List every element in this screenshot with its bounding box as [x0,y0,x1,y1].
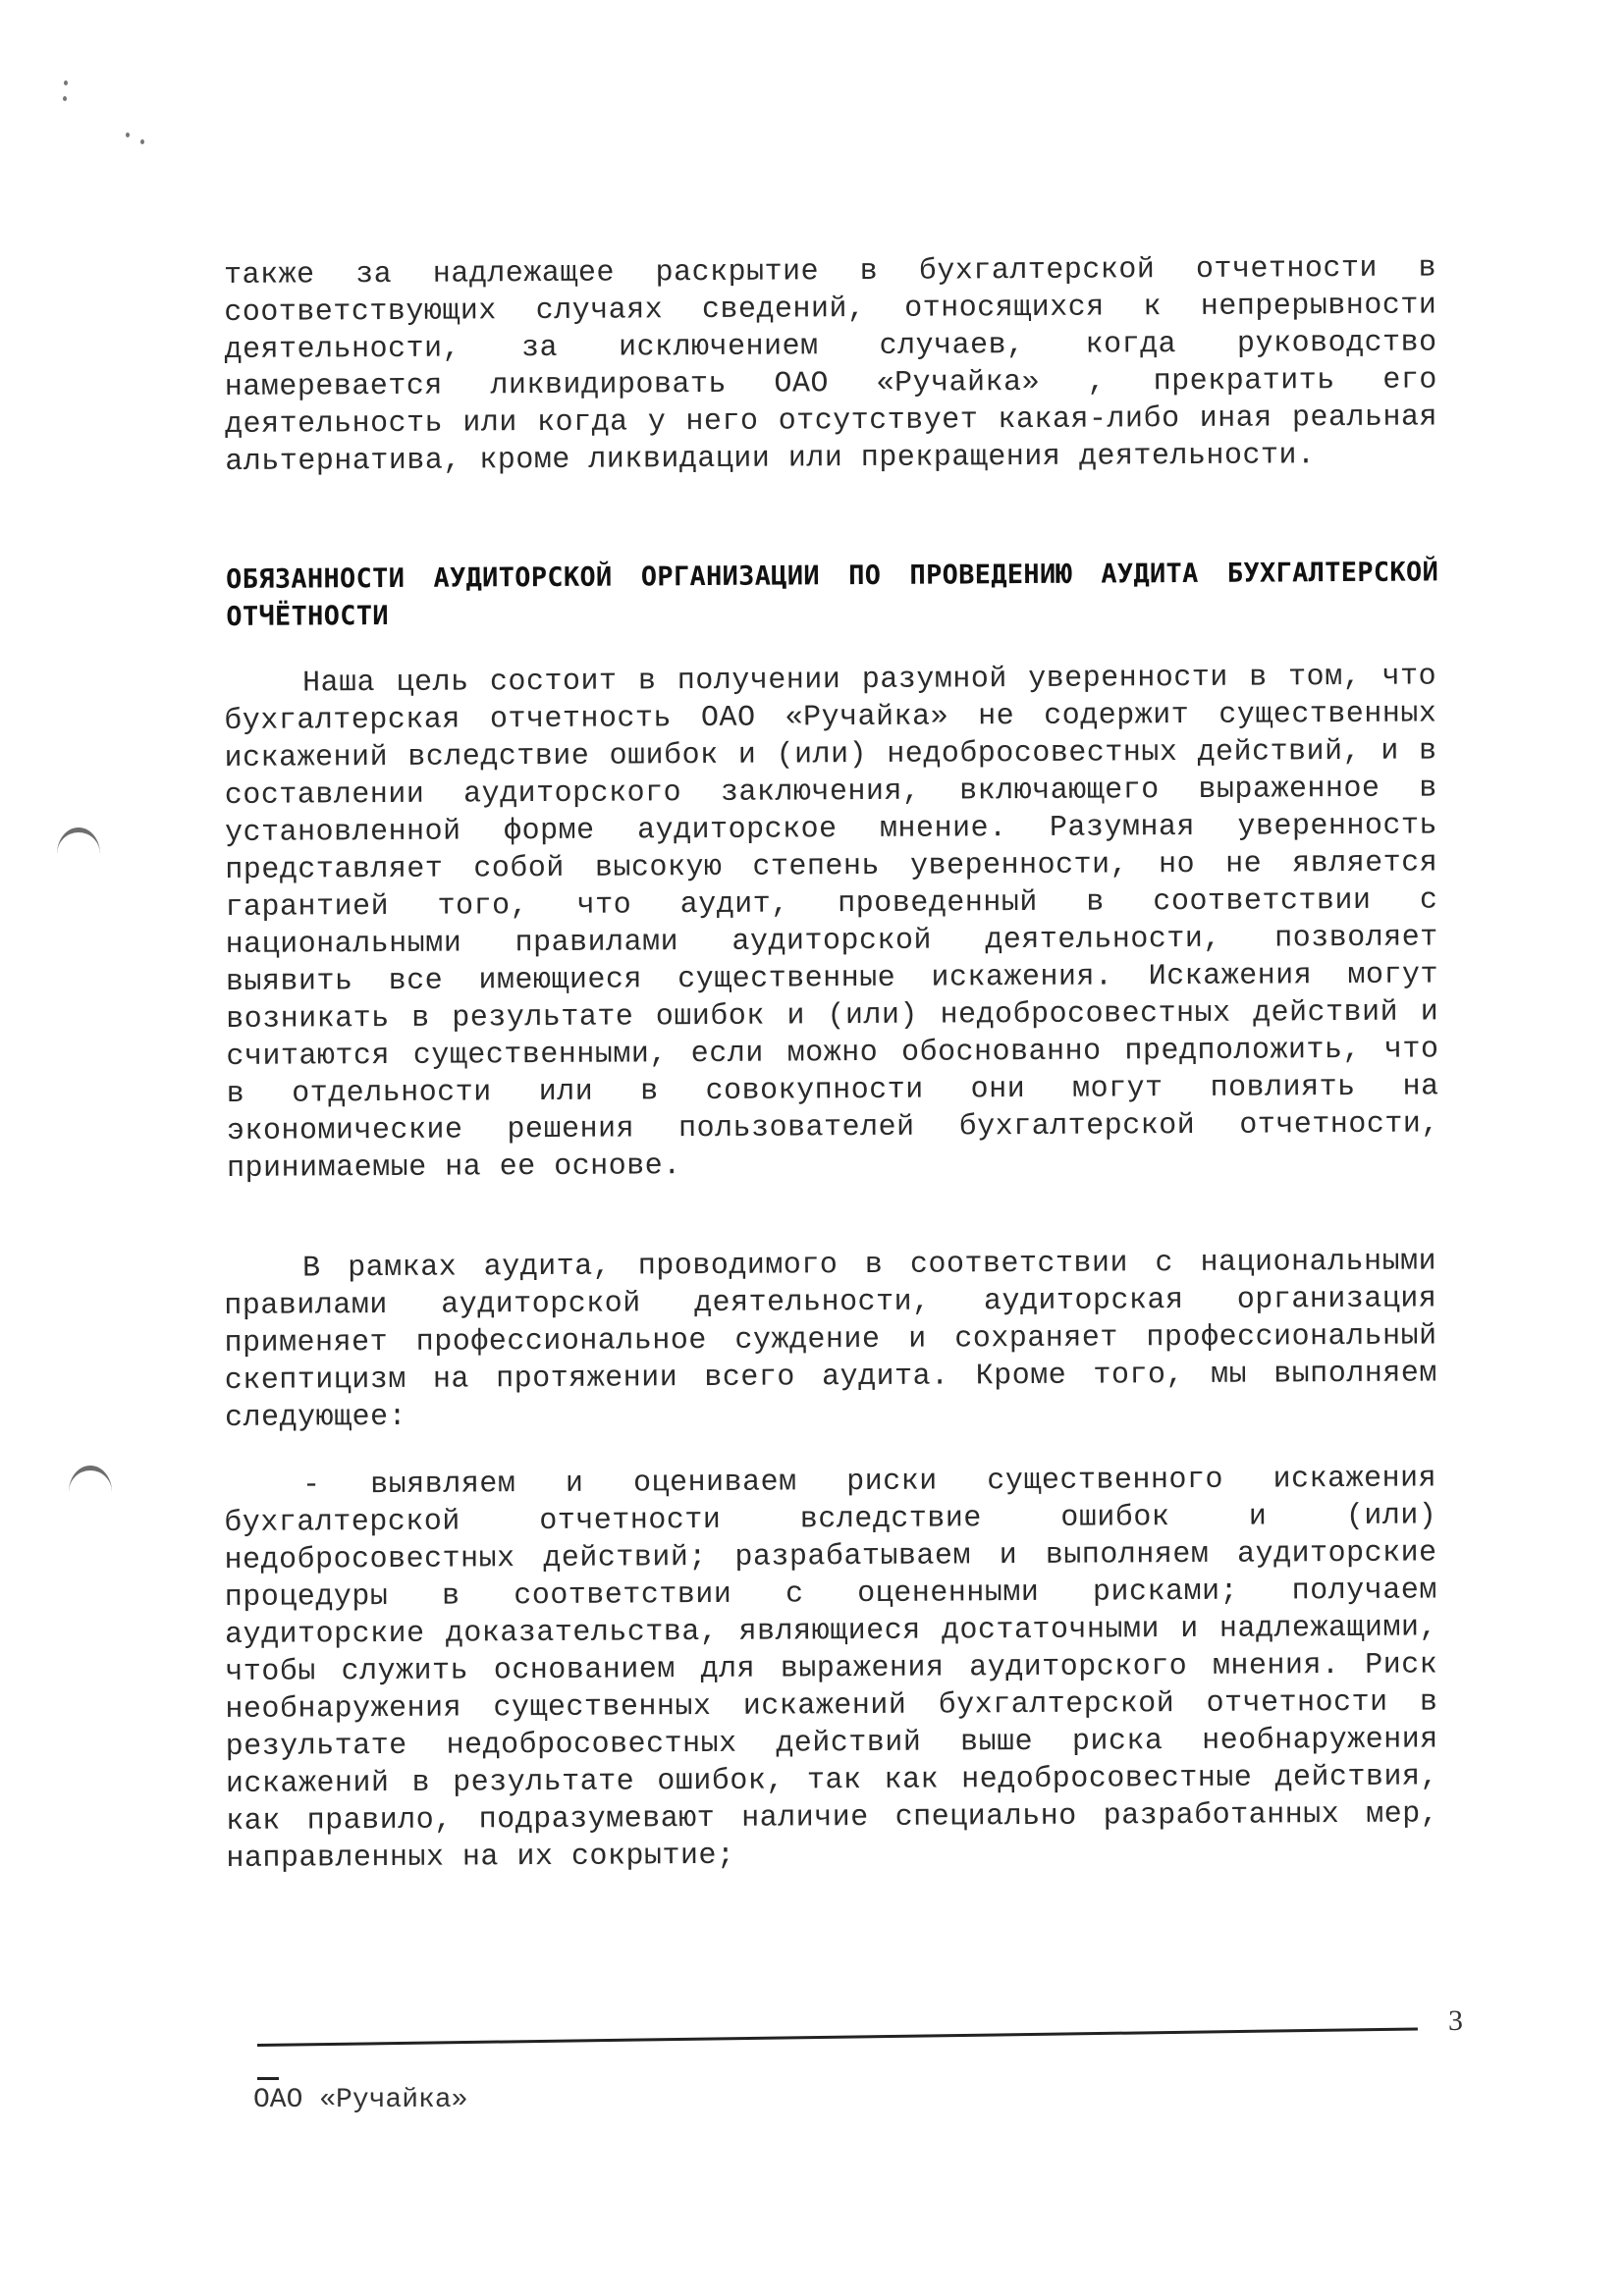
body-paragraph: В рамках аудита, проводимого в соответствии с национальными правилами аудиторской деятельности, аудиторская организация применяет профессиональное суждение и сохраняет профессиональный скептицизм на протяжении всего аудита. Кроме того, мы выполняем следующее: [224,1245,1437,1435]
scan-speck [140,139,144,144]
body-paragraph: Наша цель состоит в получении разумной уверенности в том, что бухгалтерская отчетность ОАО «Ручайка» не содержит существенных искажений вследствие ошибок и (или) недобросовестных действий, и в составлении аудиторского заключения, включающего выраженное в установленной форме аудиторское мнение. Разумная уверенность представляет собой высокую степень уверенности, но не является гарантией того, что аудит, проведенный в соответствии с национальными правилами аудиторской деятельности, позволяет выявить все имеющиеся существенные искажения. Искажения могут возникать в результате ошибок и (или) недобросовестных действий и считаются существенными, если можно обоснованно предположить, что в отдельности или в совокупности они могут повлиять на экономические решения пользователей бухгалтерской отчетности, принимаемые на ее основе. [224,660,1439,1186]
punch-hole-mark [57,828,100,854]
list-item: - выявляем и оцениваем риски существенного искажения бухгалтерской отчетности вследствие ошибок и (или) недобросовестных действий; разрабатываем и выполняем аудиторские процедуры в соответствии с оцененными рисками; получаем аудиторские доказательства, являющиеся достаточными и надлежащими, чтобы служить основанием для выражения аудиторского мнения. Риск необнаружения существенных искажений бухгалтерской отчетности в результате недобросовестных действий выше риска необнаружения искажений в результате ошибок, так как недобросовестные действия, как правило, подразумевают наличие специально разработанных мер, направленных на их сокрытие; [224,1462,1439,1876]
paragraph-block-2 [224,1243,1437,1437]
page-number: 3 [1448,2004,1463,2037]
intro-paragraph: также за надлежащее раскрытие в бухгалтерской отчетности в соответствующих случаях сведений, относящихся к непрерывности деятельности, за исключением случаев, когда руководство намеревается ликвидировать ОАО «Ручайка» , прекратить его деятельность или когда у него отсутствует какая-либо иная реальная альтернатива, кроме ликвидации или прекращения деятельности. [224,251,1438,479]
scan-speck [126,133,130,137]
scan-speck [63,96,67,101]
intro-paragraph-block [224,249,1437,481]
footer-dash [257,2077,279,2080]
section-heading: ОБЯЗАННОСТИ АУДИТОРСКОЙ ОРГАНИЗАЦИИ ПО ПРОВЕДЕНИЮ АУДИТА БУХГАЛТЕРСКОЙ ОТЧЁТНОСТИ [226,557,1439,632]
punch-hole-mark [69,1466,112,1492]
paragraph-block-1 [224,658,1439,1188]
footer-company-name: ОАО «Ручайка» [253,2085,468,2115]
list-block [224,1460,1439,1878]
scan-speck [64,80,68,85]
footer-rule [257,2027,1418,2047]
